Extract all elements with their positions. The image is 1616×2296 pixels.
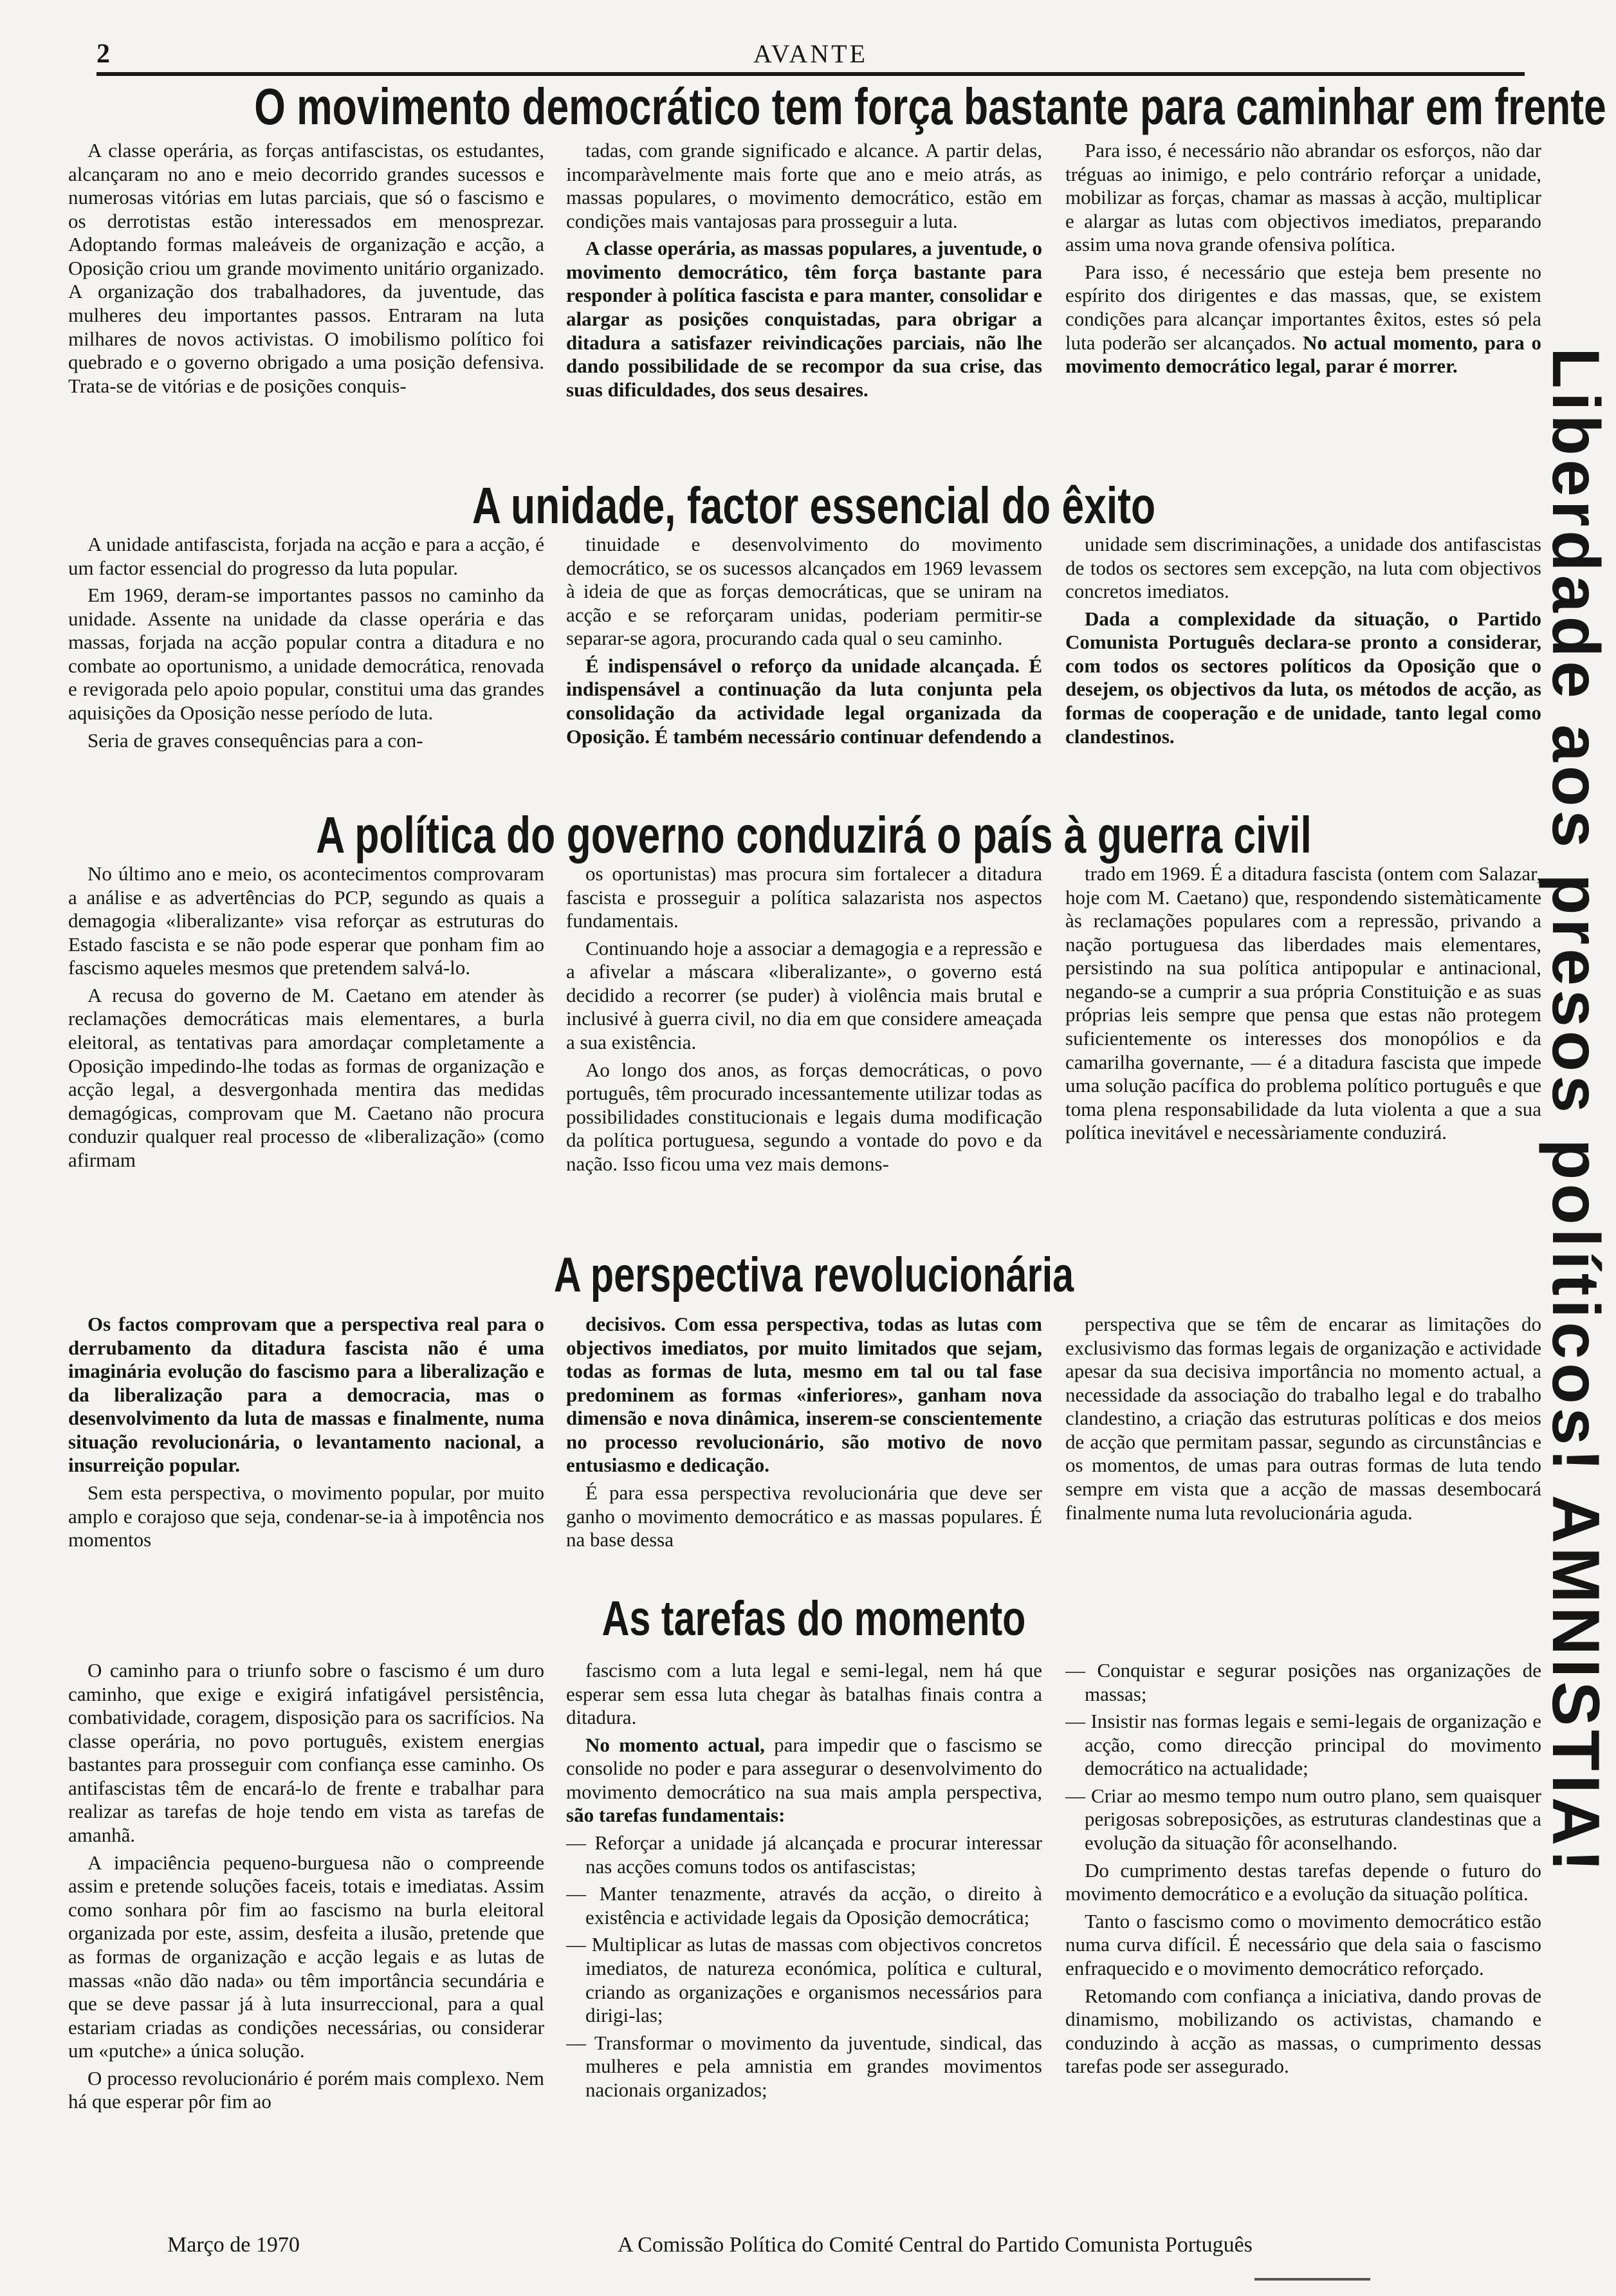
paragraph: Do cumprimento destas tarefas depende o futuro do movimento democrático e a evolução da situação política. [1065,1858,1541,1905]
section-heading-perspectiva: A perspectiva revolucionária [553,1248,1074,1302]
section-heading-politica: A política do governo conduzirá o país à guerra civil [316,806,1312,864]
sec4-col1 [68,1313,544,1577]
paragraph: os oportunistas) mas procura sim fortalecer a ditadura fascista e prosseguir a política salazarista nos aspectos fundamentais. [566,862,1042,932]
paragraph: Seria de graves consequências para a con- [87,728,423,752]
section-heading-unidade: A unidade, factor essencial do êxito [472,477,1156,534]
side-banner-text: Liberdade aos presos políticos! AMNISTIA! [1538,347,1613,1876]
main-headline: O movimento democrático tem força bastante para caminhar em frente [254,78,1606,135]
paragraph: O processo revolucionário é porém mais complexo. Nem há que esperar pôr fim ao [68,2066,544,2113]
sec4-col3 [1065,1313,1541,1577]
paragraph-bold: A classe operária, as massas populares, a juventude, o movimento democrático, têm força bastante para responder à política fascista e para manter, consolidar e alargar as posições conquistadas, para obrigar a ditadura a satisfazer reivindicações parciais, não lhe dando possibilidade de se recompor da sua crise, das suas dificuldades, dos seus desaires. [566,237,1042,401]
paragraph: perspectiva que se têm de encarar as limitações do exclusivismo das formas legais de organização e actividade apesar da sua decisiva importância no momento actual, a necessidade da associação do trabalho legal e do trabalho clandestino, a criação das estruturas políticas e dos meios de acção que permitam passar, segundo as circunstâncias e os momentos, de umas para outras formas de luta tendo sempre em vista que a acção de massas desembocará finalmente numa luta revolucionária aguda. [1065,1313,1541,1524]
paragraph: A impaciência pequeno-burguesa não o compreende assim e pretende soluções faceis, totais e imediatas. Assim como sonhara pôr fim ao fascismo na burla eleitoral organizada por este, assim, desfeita a ilusão, pretende que as formas de organização e acção legais e as lutas de massas «não dão nada» ou têm importância secundária e que se deve passar já à luta insurreccional, para a qual estariam criadas as condições necessárias, ou considerar um «putche» a única solução. [68,1851,544,2062]
sec1-col3 [1065,139,1541,467]
text-normal: para impedir que o fascismo se consolide no poder e para assegurar o desenvolvimento do movimento democrático na sua mais ampla perspectiva, [566,1733,1042,1803]
text-normal: Para isso, é necessário que esteja bem presente no espírito dos dirigentes e das massas, que, se existem condições para alcançar importantes êxitos, estes só pela luta poderão ser alcançados. [1065,260,1541,354]
sec5-col3 [1065,1659,1541,2225]
paragraph: Em 1969, deram-se importantes passos no caminho da unidade. Assente na unidade da classe operária e das massas, forjada na acção popular contra a ditadura e no combate ao oportunismo, a unidade democrática, renovada e revigorada pelo apoio popular, constitui uma das grandes aquisições da Oposição nesse período de luta. [68,584,544,725]
paragraph: tinuidade e desenvolvimento do movimento democrático, se os sucessos alcançados em 1969 levassem à ideia de que as forças democráticas, que se uniram na acção e se reforçaram unidas, poderiam permitir-se separar-se agora, procurando cada qual o seu caminho. [566,533,1042,650]
task-item: — Insistir nas formas legais e semi-legais de organização e acção, como direcção principal do movimento democrático na actualidade; [1065,1710,1541,1781]
text-bold: No momento actual, [585,1733,765,1756]
paragraph: Para isso, é necessário não abrandar os esforços, não dar tréguas ao inimigo, e pelo contrário reforçar a unidade, mobilizar as forças, chamar as massas à acção, multiplicar e alargar as lutas com objectivos imediatos, preparando assim uma nova grande ofensiva política. [1065,139,1541,256]
sec5-col1 [68,1659,544,2225]
paragraph: Ao longo dos anos, as forças democráticas, o povo português, têm procurado incessantemente utilizar todas as possibilidades constitucionais e legais duma modificação da política portuguesa, segundo a vontade do povo e da nação. Isso ficou uma vez mais demons- [566,1058,1042,1175]
text-bold: No actual momento, para o movimento democrático legal, parar é morrer. [1065,331,1541,378]
paragraph: Tanto o fascismo como o movimento democrático estão numa curva difícil. É necessário que dela saia o fascismo enfraquecido e o movimento democrático reforçado. [1065,1909,1541,1979]
sec3-col1 [68,862,544,1248]
article-date: Março de 1970 [167,2233,300,2257]
paragraph-bold: Os factos comprovam que a perspectiva real para o derrubamento da ditadura fascista não é uma imaginária evolução do fascismo para a liberalização e da liberalização para a democracia, mas o desenvolvimento da luta de massas e finalmente, numa situação revolucionária, o levantamento nacional, a insurreição popular. [68,1313,544,1477]
paragraph: fascismo com a luta legal e semi-legal, nem há que esperar sem essa luta chegar às batalhas finais contra a ditadura. [566,1659,1042,1729]
paragraph: A unidade antifascista, forjada na acção e para a acção, é um factor essencial do progresso da luta popular. [68,533,544,579]
task-item: — Reforçar a unidade já alcançada e procurar interessar nas acções comuns todos os antifascistas; [566,1831,1042,1878]
paragraph: A classe operária, as forças antifascistas, os estudantes, alcançaram no ano e meio decorrido grandes sucessos e numerosas vitórias em lutas parciais, que só o fascismo e os derrotistas estão interessados em menosprezar. Adoptando formas maleáveis de organização e acção, a Oposição criou um grande movimento unitário organizado. A organização dos trabalhadores, da juventude, das mulheres deu importantes passos. Entraram na luta milhares de novos activistas. O imobilismo político foi quebrado e o governo obrigado a uma posição defensiva. Trata-se de vitórias e de posições conquis- [68,139,544,397]
task-item: — Multiplicar as lutas de massas com objectivos concretos imediatos, de natureza económica, política e cultural, criando as organizações e organismos necessários para dirigi-las; [566,1933,1042,2027]
page-number: 2 [96,39,110,69]
sec5-col2 [566,1659,1042,2225]
section-heading-tarefas: As tarefas do momento [601,1591,1026,1646]
task-item: — Manter tenazmente, através da acção, o direito à existência e actividade legais da Oposição democrática; [566,1882,1042,1929]
page-header [96,33,1525,76]
paragraph: tadas, com grande significado e alcance. A partir delas, incomparàvelmente mais forte que ano e meio atrás, as massas populares, o movimento democrático, estão em condições mais vantajosas para prosseguir a luta. [566,139,1042,232]
sec1-col1 [68,139,544,467]
paragraph: Retomando com confiança a iniciativa, dando provas de dinamismo, mobilizando os activistas, chamando e conduzindo à acção as massas, o cumprimento dessas tarefas pode ser assegurado. [1065,1984,1541,2078]
task-item: — Criar ao mesmo tempo num outro plano, sem quaisquer perigosas sobreposições, as estruturas clandestinas que a evolução da situação fôr aconselhando. [1065,1784,1541,1855]
paragraph: Continuando hoje a associar a demagogia e a repressão e a afivelar a máscara «liberalizante», o governo está decidido a recorrer (se puder) à violência mais brutal e inclusivé à guerra civil, no dia em que considere ameaçada a sua existência. [566,936,1042,1054]
task-item: — Transformar o movimento da juventude, sindical, das mulheres e pela amnistia em grandes movimentos nacionais organizados; [566,2032,1042,2102]
paragraph: O caminho para o triunfo sobre o fascismo é um duro caminho, que exige e exigirá infatigável persistência, combatividade, coragem, disposição para os sacrifícios. Na classe operária, no povo português, existem energias bastantes para prosseguir com confiança esse caminho. Os antifascistas têm de encará-lo de frente e trabalhar para realizar as tarefas de hoje tendo em vista as tarefas de amanhã. [68,1659,544,1847]
paragraph-bold: É indispensável o reforço da unidade alcançada. É indispensável a continuação da luta conjunta pela consolidação da actividade legal organizada da Oposição. É também necessário continuar defendendo a [566,654,1042,748]
sec2-col3 [1065,533,1541,798]
task-item: — Conquistar e segurar posições nas organizações de massas; [1065,1659,1541,1706]
paragraph: No último ano e meio, os acontecimentos comprovaram a análise e as advertências do PCP, segundo as quais a demagogia «liberalizante» visa reforçar as estruturas do Estado fascista e se não pode esperar que ponham fim ao fascismo aqueles mesmos que pretendem salvá-lo. [68,862,544,979]
publication-name: AVANTE [753,39,868,68]
paragraph-bold: Dada a complexidade da situação, o Partido Comunista Português declara-se pronto a considerar, com todos os sectores políticos da Oposição que o desejem, os objectivos da luta, os métodos de acção, as formas de cooperação e de unidade, tanto legal como clandestinos. [1065,607,1541,748]
sec4-col2 [566,1313,1042,1577]
sec2-col2 [566,533,1042,798]
paragraph: A recusa do governo de M. Caetano em atender às reclamações democráticas mais elementares, a burla eleitoral, as tentativas para amordaçar completamente a Oposição impedindo-lhe todas as formas de organização e acção legal, a desvergonhada mentira das medidas demagógicas, comprovam que M. Caetano não procura conduzir qualquer real processo de «liberalização» (como afirmam [68,983,544,1171]
article-signature: A Comissão Política do Comité Central do Partido Comunista Português [618,2233,1253,2257]
paragraph-mixed [566,1734,1042,1828]
paragraph-bold: decisivos. Com essa perspectiva, todas as lutas com objectivos imediatos, por muito limitados que sejam, todas as formas de luta, mesmo em tal ou tal fase predominem as formas «inferiores», ganham nova dimensão e nova dinâmica, inserem-se conscientemente no processo revolucionário, são motivo de novo entusiasmo e dedicação. [566,1313,1042,1477]
sec2-col1 [68,533,544,798]
paragraph: Sem esta perspectiva, o movimento popular, por muito amplo e corajoso que seja, condenar-se-ia à impotência nos momentos [68,1481,544,1551]
paragraph: unidade sem discriminações, a unidade dos antifascistas de todos os sectores sem excepção, na luta com objectivos concretos imediatos. [1065,533,1541,603]
sec3-col2 [566,862,1042,1248]
sec3-col3 [1065,862,1541,1248]
side-banner [1538,322,1616,2291]
paragraph: trado em 1969. É a ditadura fascista (ontem com Salazar, hoje com M. Caetano) que, respondendo sistemàticamente às reclamações populares com a repressão, privando a nação portuguesa das liberdades mais elementares, persistindo na sua política antipopular e antinacional, negando-se a cumprir a sua própria Constituição e as suas próprias leis sempre que pensa que estas não protegem suficientemente os interesses dos monopólios e da camarilha governante, — é a ditadura fascista que impede uma solução pacífica do problema político português e que toma plena responsabilidade da luta violenta a que a sua política inevitável e necessàriamente conduzirá. [1065,862,1541,1144]
paragraph-mixed [1065,261,1541,378]
text-bold: são tarefas fundamentais: [566,1804,785,1827]
decorative-rule [1254,2278,1370,2281]
paragraph: É para essa perspectiva revolucionária que deve ser ganho o movimento democrático e as massas populares. É na base dessa [566,1481,1042,1551]
sec1-col2 [566,139,1042,467]
